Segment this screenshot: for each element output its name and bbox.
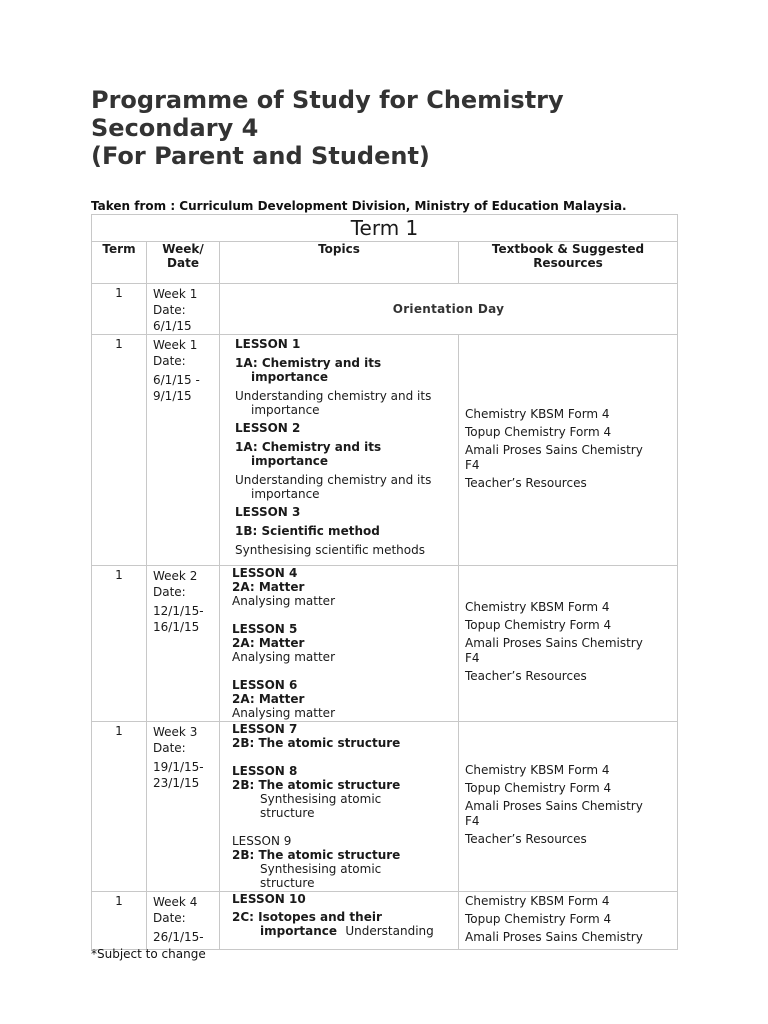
table-row — [92, 722, 678, 892]
lesson-label: LESSON 6 — [232, 678, 298, 692]
week-label: Week 1 — [153, 287, 198, 301]
desc-line-2: importance — [251, 487, 320, 501]
title-line-1: Programme of Study for Chemistry — [91, 86, 564, 114]
title-line-2: Secondary 4 — [91, 114, 259, 142]
lesson-topic: 2A: Matter — [232, 692, 305, 706]
topic-line-2: importance — [260, 924, 337, 938]
lesson-label: LESSON 7 — [232, 722, 298, 736]
lesson-description: Analysing matter — [232, 706, 335, 720]
resource-item: Teacher’s Resources — [465, 832, 587, 846]
topic-line-1: 1A: Chemistry and its — [235, 440, 382, 454]
document-title — [91, 86, 731, 170]
lesson-label: LESSON 9 — [232, 834, 292, 848]
header-resources — [459, 242, 678, 284]
lesson-topic: 2B: The atomic structure — [232, 736, 401, 750]
date-value-end: 16/1/15 — [153, 620, 200, 634]
lesson-topic — [232, 910, 452, 938]
lesson-topic: 1B: Scientific method — [235, 524, 380, 538]
lesson-topic: 2A: Matter — [232, 580, 305, 594]
week-label: Week 2 — [153, 569, 198, 583]
cell-week — [147, 284, 220, 335]
cell-term: 1 — [92, 892, 147, 950]
lesson-topic — [235, 356, 452, 384]
header-resources-line-2: Resources — [533, 256, 603, 270]
lesson-description: Synthesising scientific methods — [235, 543, 426, 557]
lesson-label: LESSON 8 — [232, 764, 298, 778]
lesson-description: Analysing matter — [232, 650, 335, 664]
cell-resources — [459, 566, 678, 722]
lesson-description: Analysing matter — [232, 594, 335, 608]
date-value: 19/1/15- — [153, 760, 204, 774]
date-value-end: 9/1/15 — [153, 389, 192, 403]
orientation-cell: Orientation Day — [220, 284, 678, 335]
date-label: Date: — [153, 585, 186, 599]
week-label: Week 3 — [153, 725, 198, 739]
lesson-topic — [235, 440, 452, 468]
resource-item: Amali Proses Sains Chemistry — [465, 930, 643, 944]
cell-term: 1 — [92, 566, 147, 722]
date-label: Date: — [153, 741, 186, 755]
date-label: Date: — [153, 911, 186, 925]
topic-line-1: 2C: Isotopes and their — [232, 910, 382, 924]
date-value: 6/1/15 — [153, 319, 192, 333]
cell-term: 1 — [92, 284, 147, 335]
cell-week — [147, 335, 220, 566]
desc-line-2: structure — [260, 876, 315, 890]
footnote: *Subject to change — [91, 947, 206, 961]
header-topics: Topics — [220, 242, 459, 284]
resource-item: F4 — [465, 457, 480, 472]
date-value: 6/1/15 - — [153, 373, 200, 387]
resource-item: Topup Chemistry Form 4 — [465, 618, 612, 632]
resource-item: Topup Chemistry Form 4 — [465, 912, 612, 926]
cell-term: 1 — [92, 722, 147, 892]
cell-week — [147, 892, 220, 950]
source-note: Taken from : Curriculum Development Division, Ministry of Education Malaysia. — [91, 199, 627, 213]
resource-item: Teacher’s Resources — [465, 669, 587, 683]
cell-resources — [459, 892, 678, 950]
date-label: Date: — [153, 303, 186, 317]
resource-item: Topup Chemistry Form 4 — [465, 424, 612, 439]
cell-resources — [459, 335, 678, 566]
cell-topics — [220, 335, 459, 566]
date-value: 12/1/15- — [153, 604, 204, 618]
week-label: Week 1 — [153, 338, 198, 352]
lesson-description: Understanding — [345, 924, 434, 938]
title-line-3: (For Parent and Student) — [91, 142, 430, 170]
table-row — [92, 284, 678, 335]
cell-term: 1 — [92, 335, 147, 566]
lesson-label: LESSON 5 — [232, 622, 298, 636]
programme-table — [91, 214, 678, 950]
lesson-label: LESSON 4 — [232, 566, 298, 580]
header-week-line-2: Date — [167, 256, 199, 270]
lesson-topic: 2B: The atomic structure — [232, 848, 401, 862]
cell-week — [147, 722, 220, 892]
table-row — [92, 892, 678, 950]
table-row — [92, 335, 678, 566]
cell-week — [147, 566, 220, 722]
desc-line-1: Synthesising atomic — [260, 862, 382, 876]
table-row — [92, 566, 678, 722]
table-header-row — [92, 242, 678, 284]
lesson-label: LESSON 1 — [235, 337, 301, 351]
desc-line-1: Synthesising atomic — [260, 792, 382, 806]
date-label: Date: — [153, 354, 186, 368]
header-term: Term — [92, 242, 147, 284]
resource-item: Chemistry KBSM Form 4 — [465, 600, 610, 614]
lesson-label: LESSON 3 — [235, 505, 301, 519]
resource-item: Chemistry KBSM Form 4 — [465, 763, 610, 777]
topic-line-2: importance — [251, 454, 328, 468]
lesson-topic: 2A: Matter — [232, 636, 305, 650]
lesson-label: LESSON 10 — [232, 892, 306, 906]
resource-item: F4 — [465, 814, 480, 828]
resource-item: Amali Proses Sains Chemistry — [465, 799, 643, 813]
lesson-description — [232, 792, 452, 820]
desc-line-2: importance — [251, 403, 320, 417]
resource-item: Chemistry KBSM Form 4 — [465, 894, 610, 908]
lesson-topic: 2B: The atomic structure — [232, 778, 401, 792]
lesson-description — [232, 862, 452, 890]
desc-line-1: Understanding chemistry and its — [235, 389, 432, 403]
week-label: Week 4 — [153, 895, 198, 909]
resource-item: Topup Chemistry Form 4 — [465, 781, 612, 795]
cell-resources — [459, 722, 678, 892]
lesson-description — [235, 473, 452, 501]
header-week-line-1: Week/ — [162, 242, 204, 256]
resource-item: Amali Proses Sains Chemistry — [465, 442, 643, 457]
lesson-description — [235, 389, 452, 417]
cell-topics — [220, 722, 459, 892]
topic-line-1: 1A: Chemistry and its — [235, 356, 382, 370]
header-week — [147, 242, 220, 284]
desc-line-2: structure — [260, 806, 315, 820]
date-value-end: 23/1/15 — [153, 776, 200, 790]
resource-item: F4 — [465, 651, 480, 665]
topic-line-2: importance — [251, 370, 328, 384]
lesson-label: LESSON 2 — [235, 421, 301, 435]
cell-topics — [220, 566, 459, 722]
term-heading: Term 1 — [92, 215, 678, 242]
resource-item: Chemistry KBSM Form 4 — [465, 406, 610, 421]
date-value: 26/1/15- — [153, 930, 204, 944]
header-resources-line-1: Textbook & Suggested — [491, 242, 645, 256]
desc-line-1: Understanding chemistry and its — [235, 473, 432, 487]
resource-item: Amali Proses Sains Chemistry — [465, 636, 643, 650]
cell-topics — [220, 892, 459, 950]
resource-item: Teacher’s Resources — [465, 475, 587, 490]
